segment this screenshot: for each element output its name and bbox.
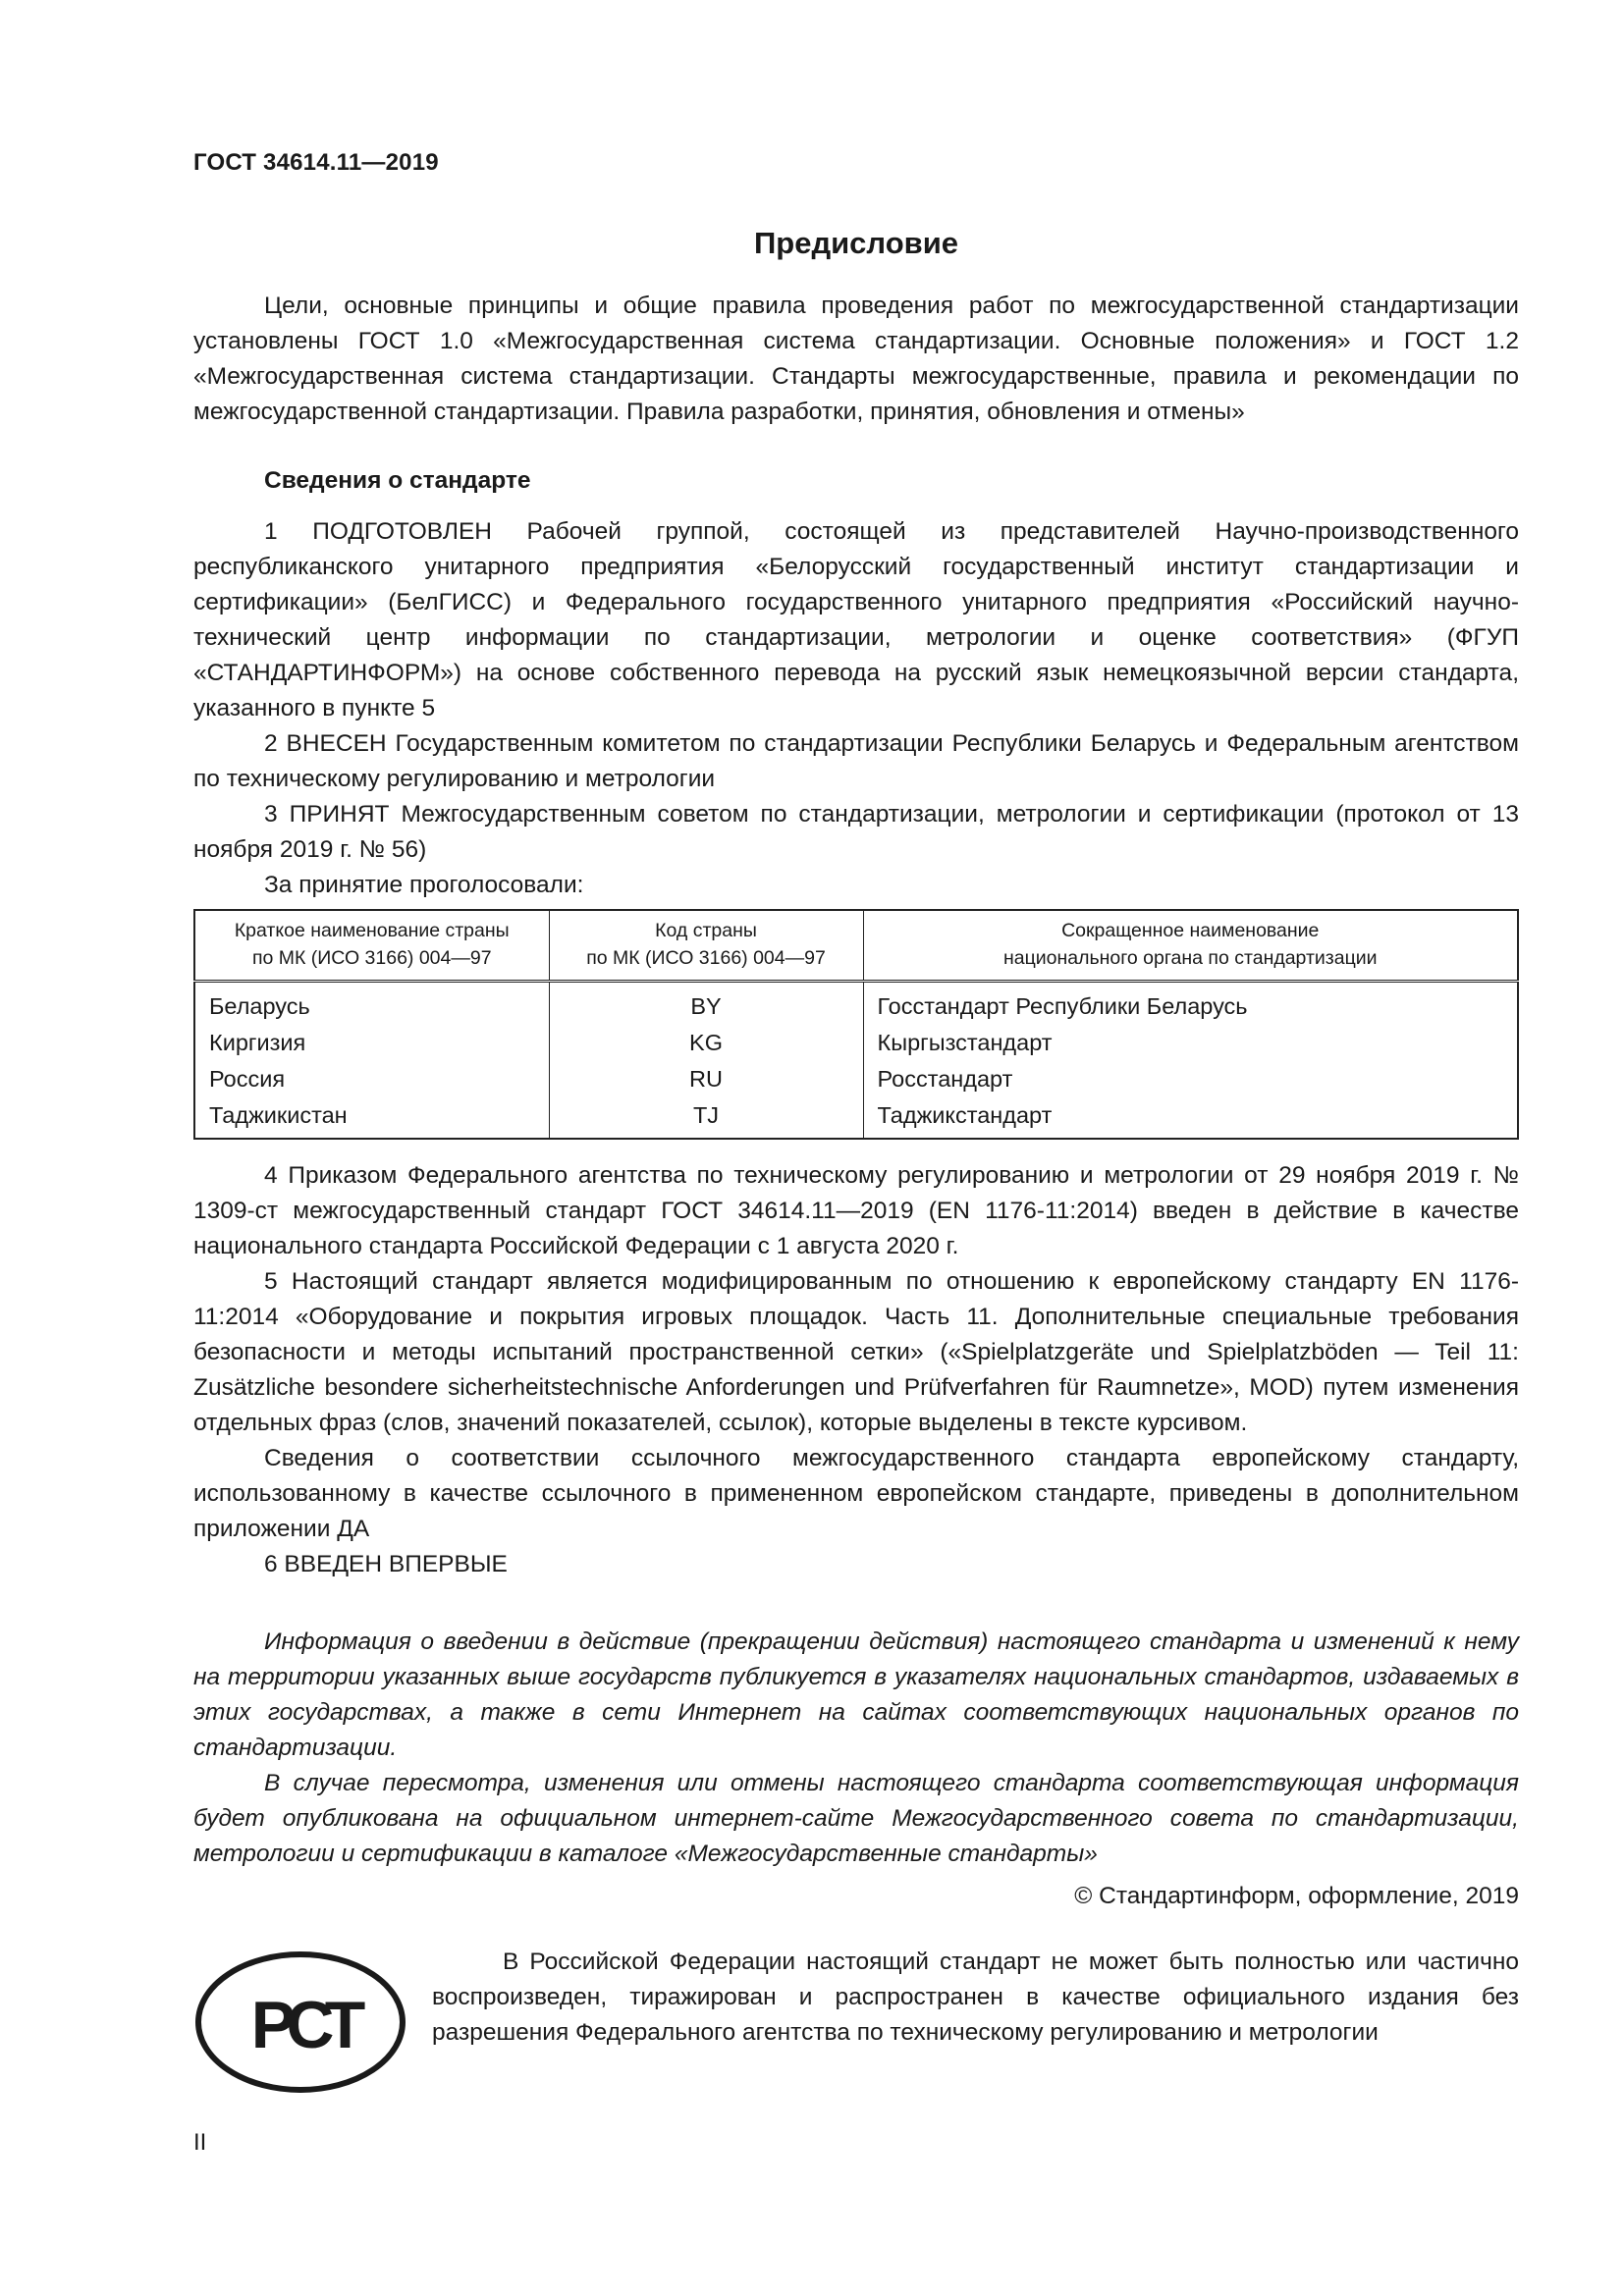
cell-body: Кыргызстандарт xyxy=(863,1025,1518,1061)
notice-paragraph-1: Информация о введении в действие (прекращении действия) настоящего стандарта и изменений к нему на территории указанных выше государств публикуется в указателях национальных стандартов, издаваемых в этих государствах, а также в сети Интернет на сайтах соответствующих национальных органов по стандартизации. xyxy=(193,1629,1519,1761)
voting-table-header xyxy=(194,910,1518,982)
table-row xyxy=(194,982,1518,1026)
standard-info-section xyxy=(193,463,1519,903)
info-item-3: 3 ПРИНЯТ Межгосударственным советом по стандартизации, метрологии и сертификации (протокол от 13 ноября 2019 г. № 56) xyxy=(193,801,1519,863)
svg-text:РСТ: РСТ xyxy=(250,1988,358,2062)
cell-code: TJ xyxy=(549,1097,863,1139)
cell-country: Таджикистан xyxy=(194,1097,549,1139)
intro-paragraph: Цели, основные принципы и общие правила проведения работ по межгосударственной стандартизации установлены ГОСТ 1.0 «Межгосударственная система стандартизации. Основные положения» и ГОСТ 1.2 «Межгосударственная система стандартизации. Стандарты межгосударственные, правила и рекомендации по межгосударственной стандартизации. Правила разработки, принятия, обновления и отмены» xyxy=(193,293,1519,425)
rst-certification-logo-icon xyxy=(193,1949,407,2095)
notice-paragraph-2: В случае пересмотра, изменения или отмены настоящего стандарта соответствующая информация будет опубликована на официальном интернет-сайте Межгосударственного совета по стандартизации, метрологии и сертификации в каталоге «Межгосударственные стандарты» xyxy=(193,1770,1519,1867)
table-row xyxy=(194,1097,1518,1139)
copyright-line: © Стандартинформ, оформление, 2019 xyxy=(1074,1883,1519,1909)
info-item-1: 1 ПОДГОТОВЛЕН Рабочей группой, состоящей из представителей Научно-производственного республиканского унитарного предприятия «Белорусский государственный институт стандартизации и сертификации» (БелГИСС) и Федерального государственного унитарного предприятия «Российский научно-технический центр информации по стандартизации, метрологии и оценке соответствия» (ФГУП «СТАНДАРТИНФОРМ») на основе собственного перевода на русский язык немецкоязычной версии стандарта, указанного в пункте 5 xyxy=(193,518,1519,721)
header-country: Краткое наименование страны по МК (ИСО 3166) 004—97 xyxy=(194,910,549,982)
cell-country: Киргизия xyxy=(194,1025,549,1061)
cell-code: KG xyxy=(549,1025,863,1061)
notice-section xyxy=(193,1625,1519,1872)
document-id: ГОСТ 34614.11—2019 xyxy=(193,149,439,176)
page-title: Предисловие xyxy=(753,226,958,260)
info-item-5-note: Сведения о соответствии ссылочного межгосударственного стандарта европейскому стандарту, использованному в качестве ссылочного в примененном европейском стандарте, приведены в дополнительном приложении ДА xyxy=(193,1445,1519,1542)
voting-table xyxy=(193,909,1519,1140)
cell-body: Росстандарт xyxy=(863,1061,1518,1097)
intro-section xyxy=(193,289,1519,430)
header-body: Сокращенное наименование национального органа по стандартизации xyxy=(863,910,1518,982)
cell-code: RU xyxy=(549,1061,863,1097)
cell-body: Госстандарт Республики Беларусь xyxy=(863,982,1518,1026)
rights-notice xyxy=(432,1945,1519,2051)
info-item-4: 4 Приказом Федерального агентства по техническому регулированию и метрологии от 29 ноября 2019 г. № 1309-ст межгосударственный стандарт ГОСТ 34614.11—2019 (EN 1176-11:2014) введен в действие в качестве национального стандарта Российской Федерации с 1 августа 2020 г. xyxy=(193,1162,1519,1259)
info-item-6: 6 ВВЕДЕН ВПЕРВЫЕ xyxy=(264,1551,508,1577)
cell-country: Россия xyxy=(194,1061,549,1097)
info-item-2: 2 ВНЕСЕН Государственным комитетом по стандартизации Республики Беларусь и Федеральным агентством по техническому регулированию и метрологии xyxy=(193,730,1519,792)
vote-intro: За принятие проголосовали: xyxy=(264,872,584,898)
info-heading: Сведения о стандарте xyxy=(264,467,531,494)
rights-paragraph: В Российской Федерации настоящий стандарт не может быть полностью или частично воспроизведен, тиражирован и распространен в качестве официального издания без разрешения Федерального агентства по техническому регулированию и метрологии xyxy=(432,1949,1519,2046)
table-row xyxy=(194,1025,1518,1061)
cell-code: BY xyxy=(549,982,863,1026)
standard-info-continued xyxy=(193,1158,1519,1582)
table-row xyxy=(194,1061,1518,1097)
page-number: II xyxy=(193,2129,207,2156)
header-code: Код страны по МК (ИСО 3166) 004—97 xyxy=(549,910,863,982)
info-item-5: 5 Настоящий стандарт является модифицированным по отношению к европейскому стандарту EN 1176-11:2014 «Оборудование и покрытия игровых площадок. Часть 11. Дополнительные специальные требования безопасности и методы испытаний пространственной сетки» («Spielplatzgeräte und Spielplatzböden — Teil 11: Zusätzliche besondere sicherheitstechnische Anforderungen und Prüfverfahren für Raumnetze», MOD) путем изменения отдельных фраз (слов, значений показателей, ссылок), которые выделены в тексте курсивом. xyxy=(193,1268,1519,1436)
cell-body: Таджикстандарт xyxy=(863,1097,1518,1139)
cell-country: Беларусь xyxy=(194,982,549,1026)
